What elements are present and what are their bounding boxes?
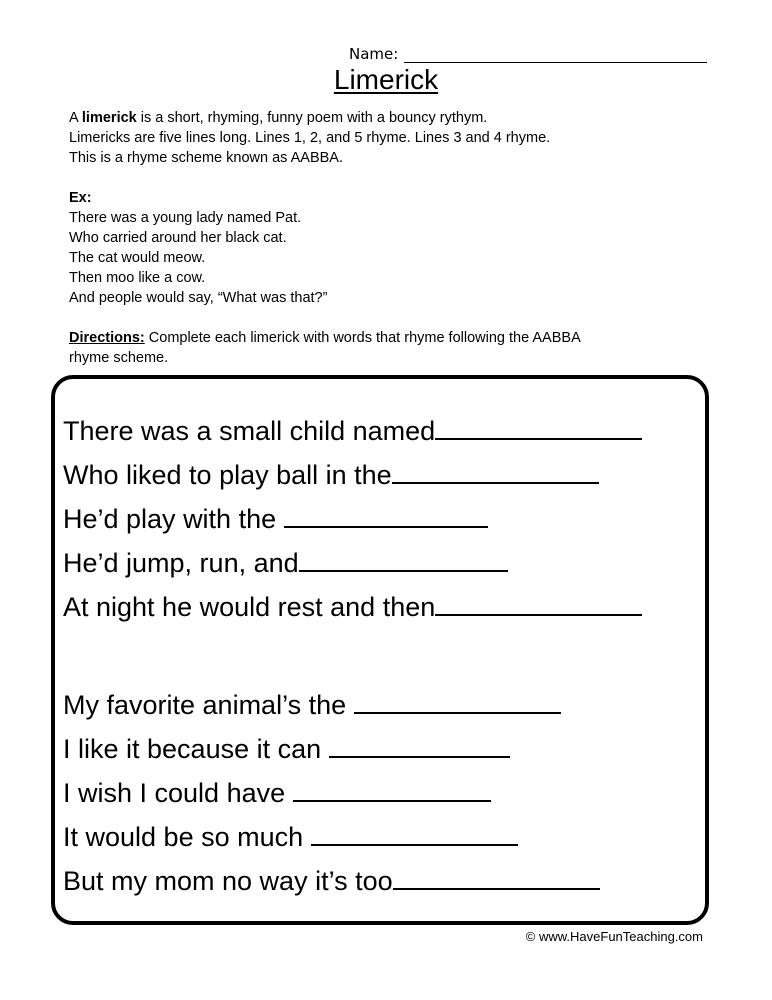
answer-blank[interactable] bbox=[311, 818, 518, 846]
page-title: Limerick bbox=[333, 64, 439, 95]
answer-blank[interactable] bbox=[435, 588, 642, 616]
limerick-2-line-2: I like it because it can bbox=[63, 730, 510, 770]
example-line: Then moo like a cow. bbox=[69, 270, 206, 286]
limerick-2-line-5: But my mom no way it’s too bbox=[63, 862, 600, 902]
directions-label: Directions: bbox=[69, 330, 145, 346]
rule-line: Limericks are five lines long. Lines 1, 2, and 5 rhyme. Lines 3 and 4 rhyme. bbox=[69, 130, 551, 146]
limerick-1-line-2: Who liked to play ball in the bbox=[63, 456, 599, 496]
copyright-footer: © www.HaveFunTeaching.com bbox=[525, 929, 703, 944]
answer-blank[interactable] bbox=[284, 500, 488, 528]
answer-blank[interactable] bbox=[354, 686, 561, 714]
answer-blank[interactable] bbox=[392, 456, 599, 484]
answer-blank[interactable] bbox=[293, 774, 491, 802]
name-blank-line[interactable] bbox=[404, 48, 707, 63]
scheme-line: This is a rhyme scheme known as AABBA. bbox=[69, 150, 343, 166]
intro-section bbox=[69, 108, 581, 368]
definition-term: limerick bbox=[81, 110, 137, 126]
name-label: Name: bbox=[349, 45, 399, 63]
example-label: Ex: bbox=[69, 190, 92, 206]
example-line: There was a young lady named Pat. bbox=[69, 210, 302, 226]
limerick-2-line-4: It would be so much bbox=[63, 818, 518, 858]
directions-line: Directions: Complete each limerick with words that rhyme following the AABBA bbox=[69, 330, 581, 346]
limerick-1-line-3: He’d play with the bbox=[63, 500, 488, 540]
example-line: The cat would meow. bbox=[69, 250, 206, 266]
limerick-2-line-3: I wish I could have bbox=[63, 774, 491, 814]
answer-blank[interactable] bbox=[299, 544, 508, 572]
example-line: Who carried around her black cat. bbox=[69, 230, 287, 246]
limerick-2-line-1: My favorite animal’s the bbox=[63, 686, 561, 726]
directions-line-2: rhyme scheme. bbox=[69, 350, 169, 366]
answer-blank[interactable] bbox=[435, 412, 642, 440]
example-line: And people would say, “What was that?” bbox=[69, 290, 328, 306]
name-field[interactable] bbox=[349, 45, 707, 63]
definition-line: A limerick is a short, rhyming, funny poem with a bouncy rythym. bbox=[69, 110, 488, 126]
limerick-1-line-4: He’d jump, run, and bbox=[63, 544, 508, 584]
limerick-1-line-1: There was a small child named bbox=[63, 412, 642, 452]
limerick-1-line-5: At night he would rest and then bbox=[63, 588, 642, 628]
answer-blank[interactable] bbox=[329, 730, 510, 758]
answer-blank[interactable] bbox=[393, 862, 600, 890]
